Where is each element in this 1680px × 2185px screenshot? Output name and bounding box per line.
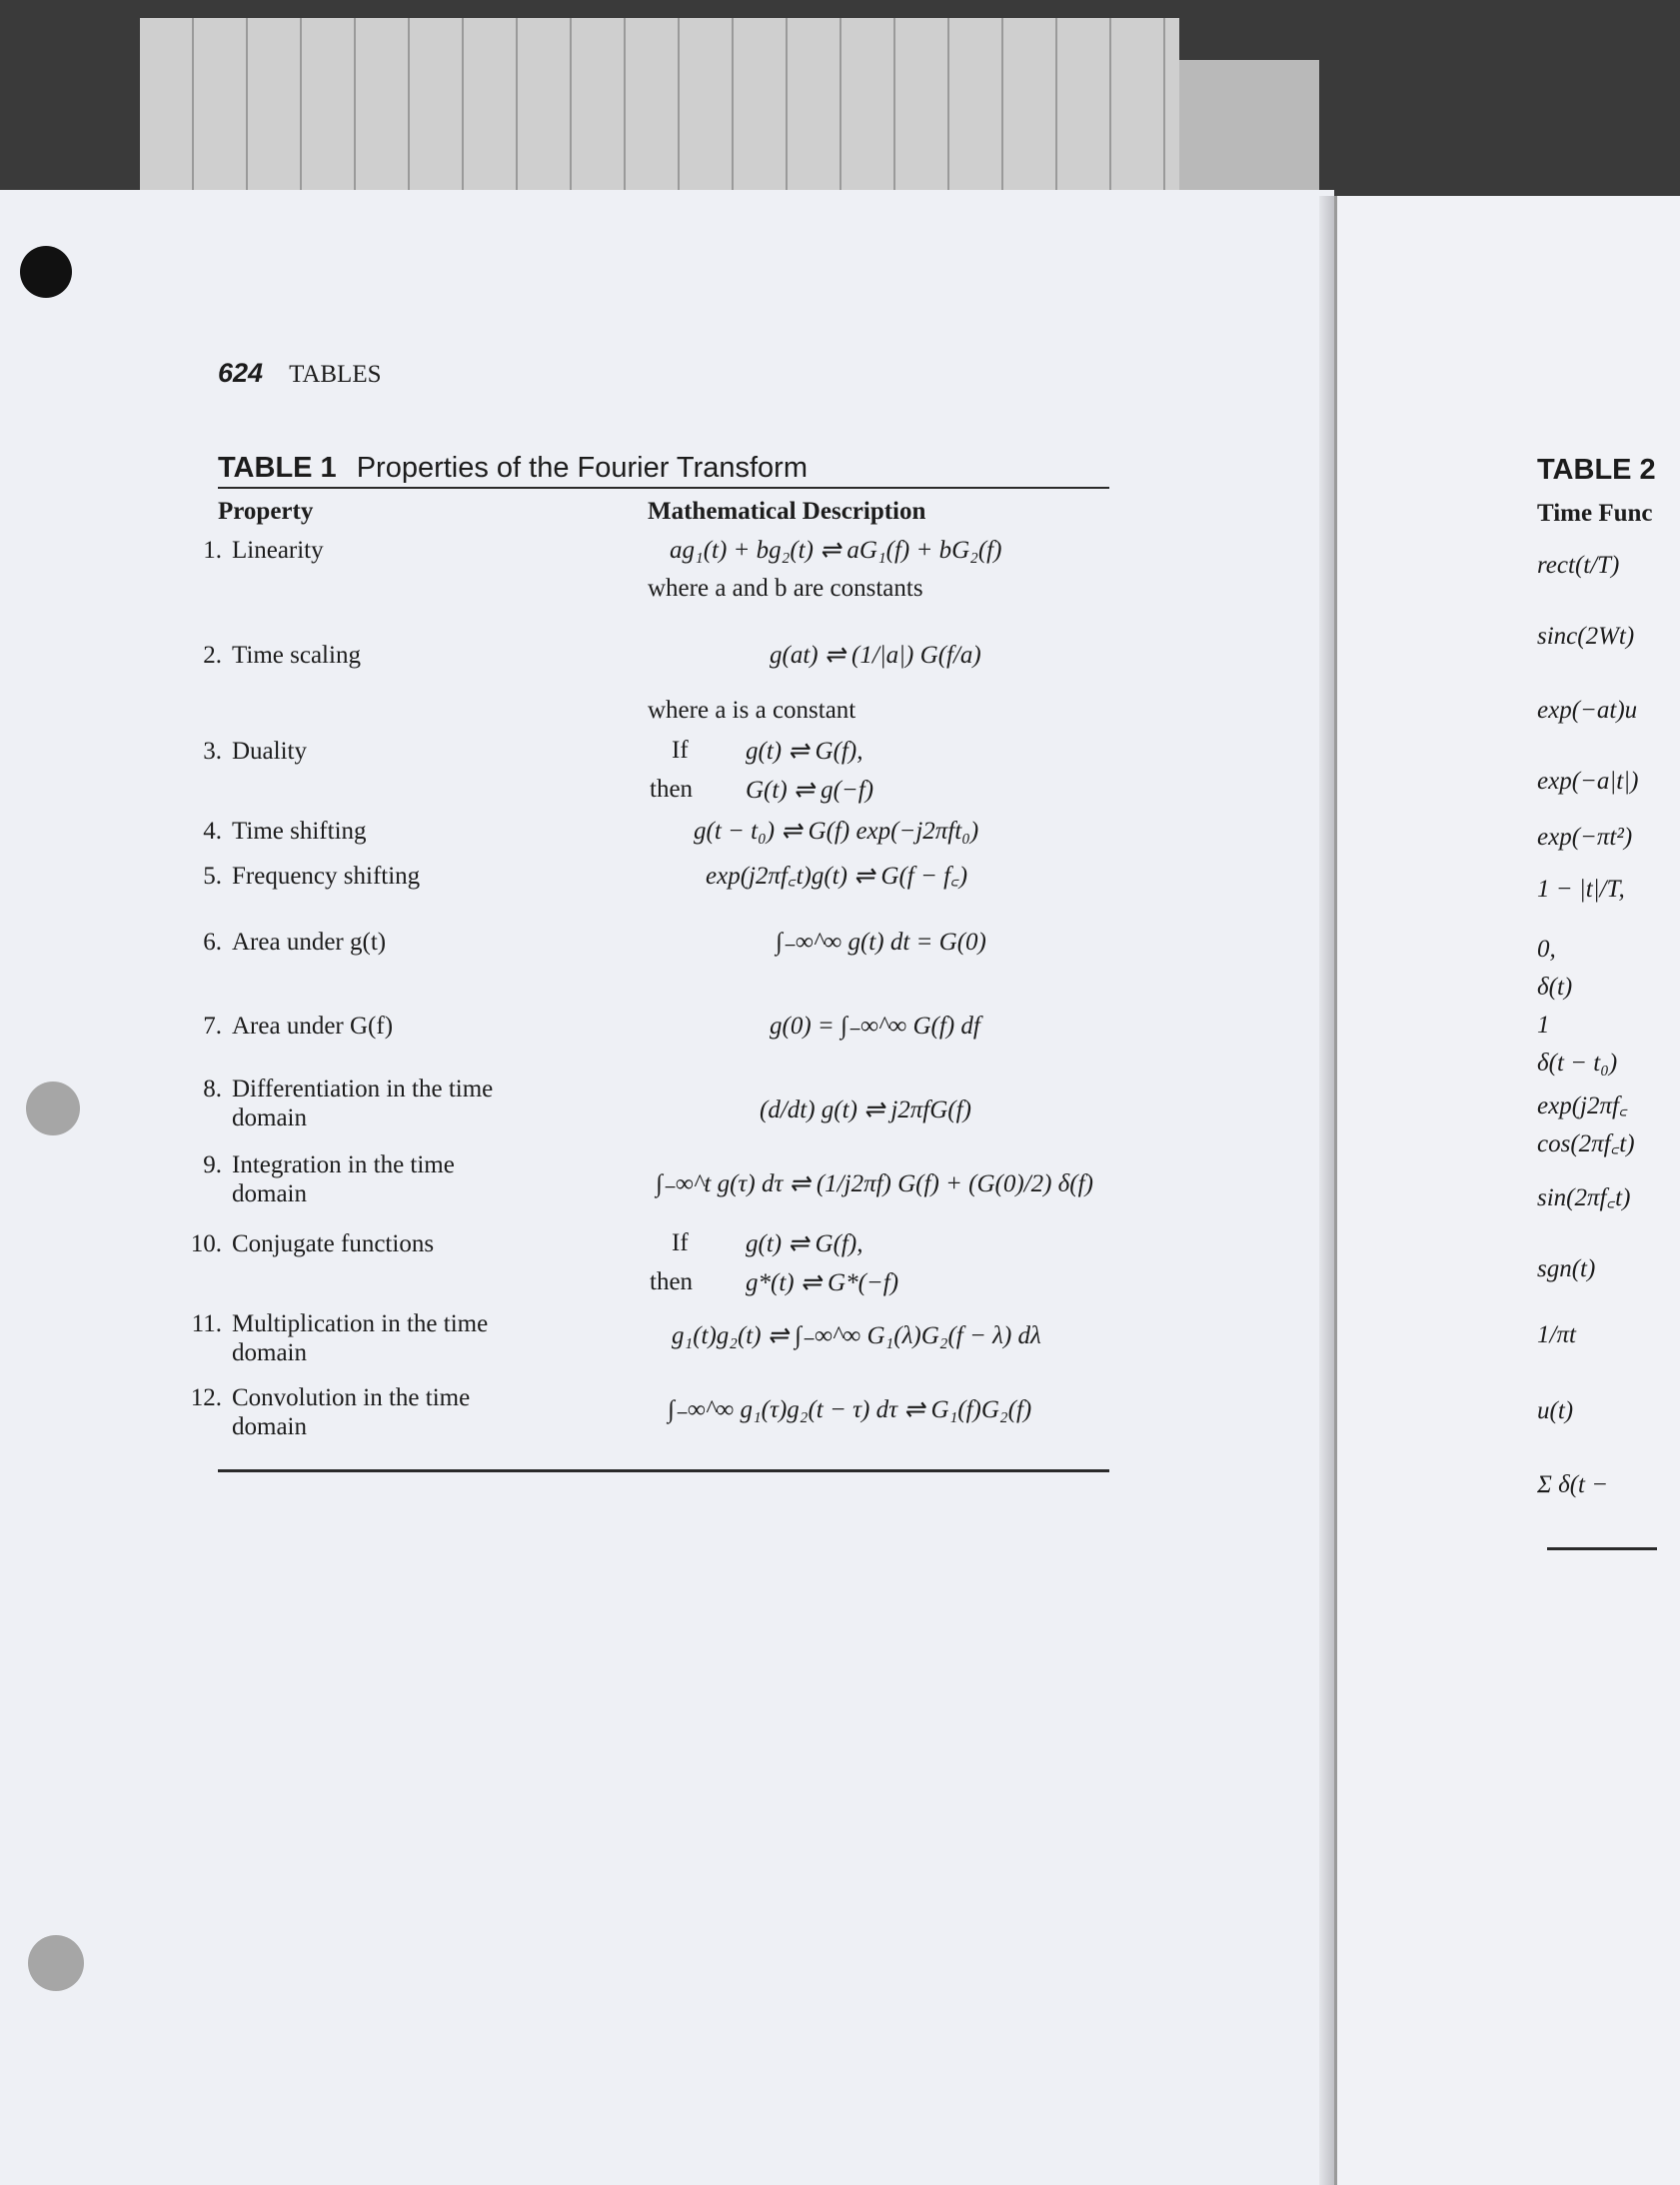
property-row: 7. Area under G(f)	[203, 1013, 394, 1040]
formula-area-g: ∫₋∞^∞ g(t) dt = G(0)	[776, 929, 986, 956]
table2-label: TABLE 2	[1537, 454, 1656, 486]
keyword-then: then	[650, 776, 694, 803]
property-row: 10. Conjugate functions	[190, 1230, 435, 1257]
property-row: 4. Time shifting	[203, 818, 367, 845]
property-row: 12. Convolution in the time domain	[190, 1384, 471, 1440]
property-row: 1. Linearity	[203, 537, 324, 564]
table2-entry: Σ δ(t −	[1537, 1471, 1609, 1498]
running-head	[218, 358, 382, 389]
table2-entry: δ(t − t₀)	[1537, 1050, 1618, 1077]
formula-time-shifting: g(t − t₀) ⇌ G(f) exp(−j2πft₀)	[694, 818, 979, 845]
formula-duality-1: g(t) ⇌ G(f),	[746, 738, 863, 765]
table1-bottom-rule	[218, 1469, 1109, 1472]
formula-integration: ∫₋∞^t g(τ) dτ ⇌ (1/j2πf) G(f) + (G(0)/2) δ(f)	[656, 1170, 1093, 1197]
table2-entry: exp(−a|t|)	[1537, 768, 1639, 795]
punch-hole-icon	[28, 1935, 84, 1991]
table2-entry: 1 − |t|/T,	[1537, 876, 1625, 903]
table2-entry: rect(t/T)	[1537, 552, 1620, 579]
page-number: 624	[218, 358, 264, 388]
formula-frequency-shifting: exp(j2πf꜀t)g(t) ⇌ G(f − f꜀)	[706, 863, 968, 890]
section-name: TABLES	[289, 361, 382, 388]
punch-hole-icon	[20, 246, 72, 298]
formula-conjugate-2: g*(t) ⇌ G*(−f)	[746, 1269, 899, 1296]
table2-entry: 1	[1537, 1012, 1550, 1039]
formula-linearity: ag₁(t) + bg₂(t) ⇌ aG₁(f) + bG₂(f)	[670, 537, 1002, 564]
formula-area-G: g(0) = ∫₋∞^∞ G(f) df	[770, 1013, 980, 1040]
note-time-scaling: where a is a constant	[648, 697, 856, 724]
formula-convolution: ∫₋∞^∞ g₁(τ)g₂(t − τ) dτ ⇌ G₁(f)G₂(f)	[668, 1396, 1032, 1423]
table2-bottom-rule	[1547, 1547, 1657, 1550]
property-row: 5. Frequency shifting	[203, 863, 421, 890]
property-row: 9. Integration in the time domain	[203, 1151, 455, 1207]
formula-time-scaling: g(at) ⇌ (1/|a|) G(f/a)	[770, 642, 981, 669]
table1-title	[218, 452, 1109, 489]
punch-hole-icon	[26, 1082, 80, 1135]
formula-duality-2: G(t) ⇌ g(−f)	[746, 777, 874, 804]
table2-entry: sinc(2Wt)	[1537, 623, 1635, 650]
formula-conjugate-1: g(t) ⇌ G(f),	[746, 1230, 863, 1257]
col-header-property: Property	[218, 498, 314, 525]
note-linearity: where a and b are constants	[648, 575, 923, 602]
table1-label: TABLE 1	[218, 452, 337, 484]
table2-entry: u(t)	[1537, 1397, 1574, 1424]
table2-entry: cos(2πf꜀t)	[1537, 1130, 1635, 1157]
property-row: 3. Duality	[203, 738, 307, 765]
table2-entry: exp(j2πf꜀	[1537, 1092, 1628, 1119]
formula-multiplication: g₁(t)g₂(t) ⇌ ∫₋∞^∞ G₁(λ)G₂(f − λ) dλ	[672, 1322, 1041, 1349]
property-row: 8. Differentiation in the time domain	[203, 1076, 494, 1131]
keyword-if: If	[672, 737, 689, 764]
table2-col-header: Time Func	[1537, 500, 1653, 527]
table1-caption: Properties of the Fourier Transform	[356, 452, 808, 484]
table2-entry: exp(−πt²)	[1537, 824, 1633, 851]
keyword-if: If	[672, 1229, 689, 1256]
ruled-paper-edge	[1179, 60, 1319, 190]
table2-entry: 0,	[1537, 936, 1556, 963]
col-header-description: Mathematical Description	[648, 498, 926, 525]
ruled-paper-strip	[140, 18, 1179, 196]
formula-differentiation: (d/dt) g(t) ⇌ j2πfG(f)	[760, 1096, 971, 1123]
table2-entry: exp(−at)u	[1537, 697, 1638, 724]
keyword-then: then	[650, 1268, 694, 1295]
table2-entry: sgn(t)	[1537, 1255, 1596, 1282]
table2-entry: sin(2πf꜀t)	[1537, 1184, 1631, 1211]
table2-entry: 1/πt	[1537, 1321, 1576, 1348]
property-row: 6. Area under g(t)	[203, 929, 387, 956]
property-row: 11. Multiplication in the time domain	[191, 1310, 489, 1366]
table2-entry: δ(t)	[1537, 974, 1573, 1001]
property-row: 2. Time scaling	[203, 642, 361, 669]
